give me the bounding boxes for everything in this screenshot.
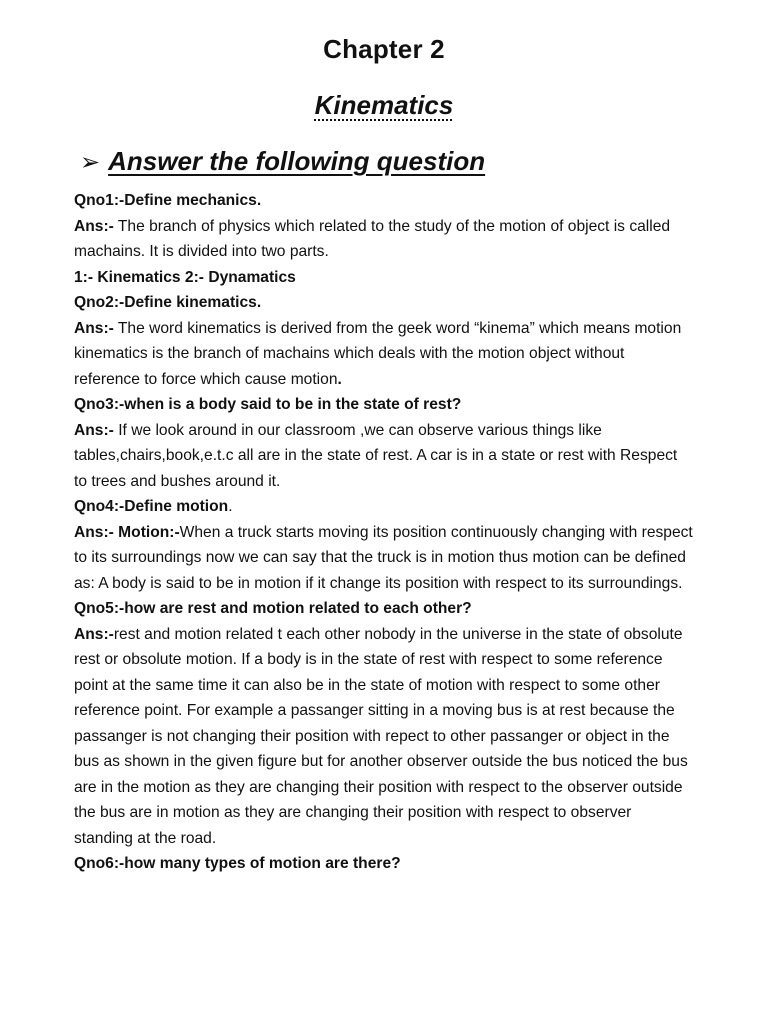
answer-label: Ans:- bbox=[74, 625, 114, 643]
answer-3 bbox=[74, 418, 694, 495]
chapter-title: Chapter 2 bbox=[323, 34, 445, 64]
answer-label: Ans:- bbox=[74, 421, 114, 439]
answer-text: When a truck starts moving its position continuously changing with respect to its surroundings now we can say that the truck is in motion thus motion can be defined as: A body is said to be in motion if it change its position with respect to its surroundings. bbox=[74, 523, 693, 592]
answer-text: If we look around in our classroom ,we can observe various things like tables,chairs,book,e.t.c all are in the state of rest. A car is in a state or rest with Respect to trees and bushes around it. bbox=[74, 421, 678, 490]
answer-text: rest and motion related t each other nobody in the universe in the state of obsolute rest or obsolute motion. If a body is in the state of rest with respect to some reference point at the same time it can also be in the state of motion with respect to some other reference point. For example a passanger sitting in a moving bus is at rest because the passanger is not changing their position with repect to other passanger or object in the bus as shown in the given figure but for another observer outside the bus noticed the bus are in the motion as they are changing their position with respect to the observer outside the bus are in motion as they are changing their position with respect to observer standing at the road. bbox=[74, 625, 688, 847]
answer-5 bbox=[74, 622, 694, 852]
answer-text: The branch of physics which related to the study of the motion of object is called machains. It is divided into two parts. bbox=[74, 217, 671, 260]
answer-2 bbox=[74, 316, 694, 393]
question-2: Qno2:-Define kinematics. bbox=[74, 294, 262, 311]
answer-label: Ans:- bbox=[74, 217, 114, 235]
answer-1-parts: 1:- Kinematics 2:- Dynamatics bbox=[74, 268, 296, 286]
answer-1 bbox=[74, 214, 694, 265]
question-5: Qno5:-how are rest and motion related to each other? bbox=[74, 600, 472, 617]
section-heading bbox=[80, 146, 485, 177]
question-text: Qno4:-Define motion bbox=[74, 498, 229, 515]
question-4 bbox=[74, 494, 694, 520]
answer-end: . bbox=[337, 370, 342, 388]
section-heading-text: Answer the following question bbox=[108, 146, 486, 176]
question-3: Qno3:-when is a body said to be in the state of rest? bbox=[74, 396, 462, 413]
question-1: Qno1:-Define mechanics. bbox=[74, 192, 262, 209]
subject-title-text: Kinematics bbox=[314, 90, 454, 120]
question-end: . bbox=[228, 498, 233, 515]
answer-label: Ans:- Motion:- bbox=[74, 523, 180, 541]
arrow-bullet-icon: ➢ bbox=[80, 149, 101, 176]
answer-text: The word kinematics is derived from the geek word “kinema” which means motion kinematics is the branch of machains which deals with the motion object without reference to force which cause motion bbox=[74, 319, 682, 388]
question-6: Qno6:-how many types of motion are there? bbox=[74, 855, 401, 872]
answer-label: Ans:- bbox=[74, 319, 114, 337]
document-body bbox=[74, 188, 694, 877]
answer-4 bbox=[74, 520, 694, 597]
subject-title bbox=[0, 90, 768, 121]
